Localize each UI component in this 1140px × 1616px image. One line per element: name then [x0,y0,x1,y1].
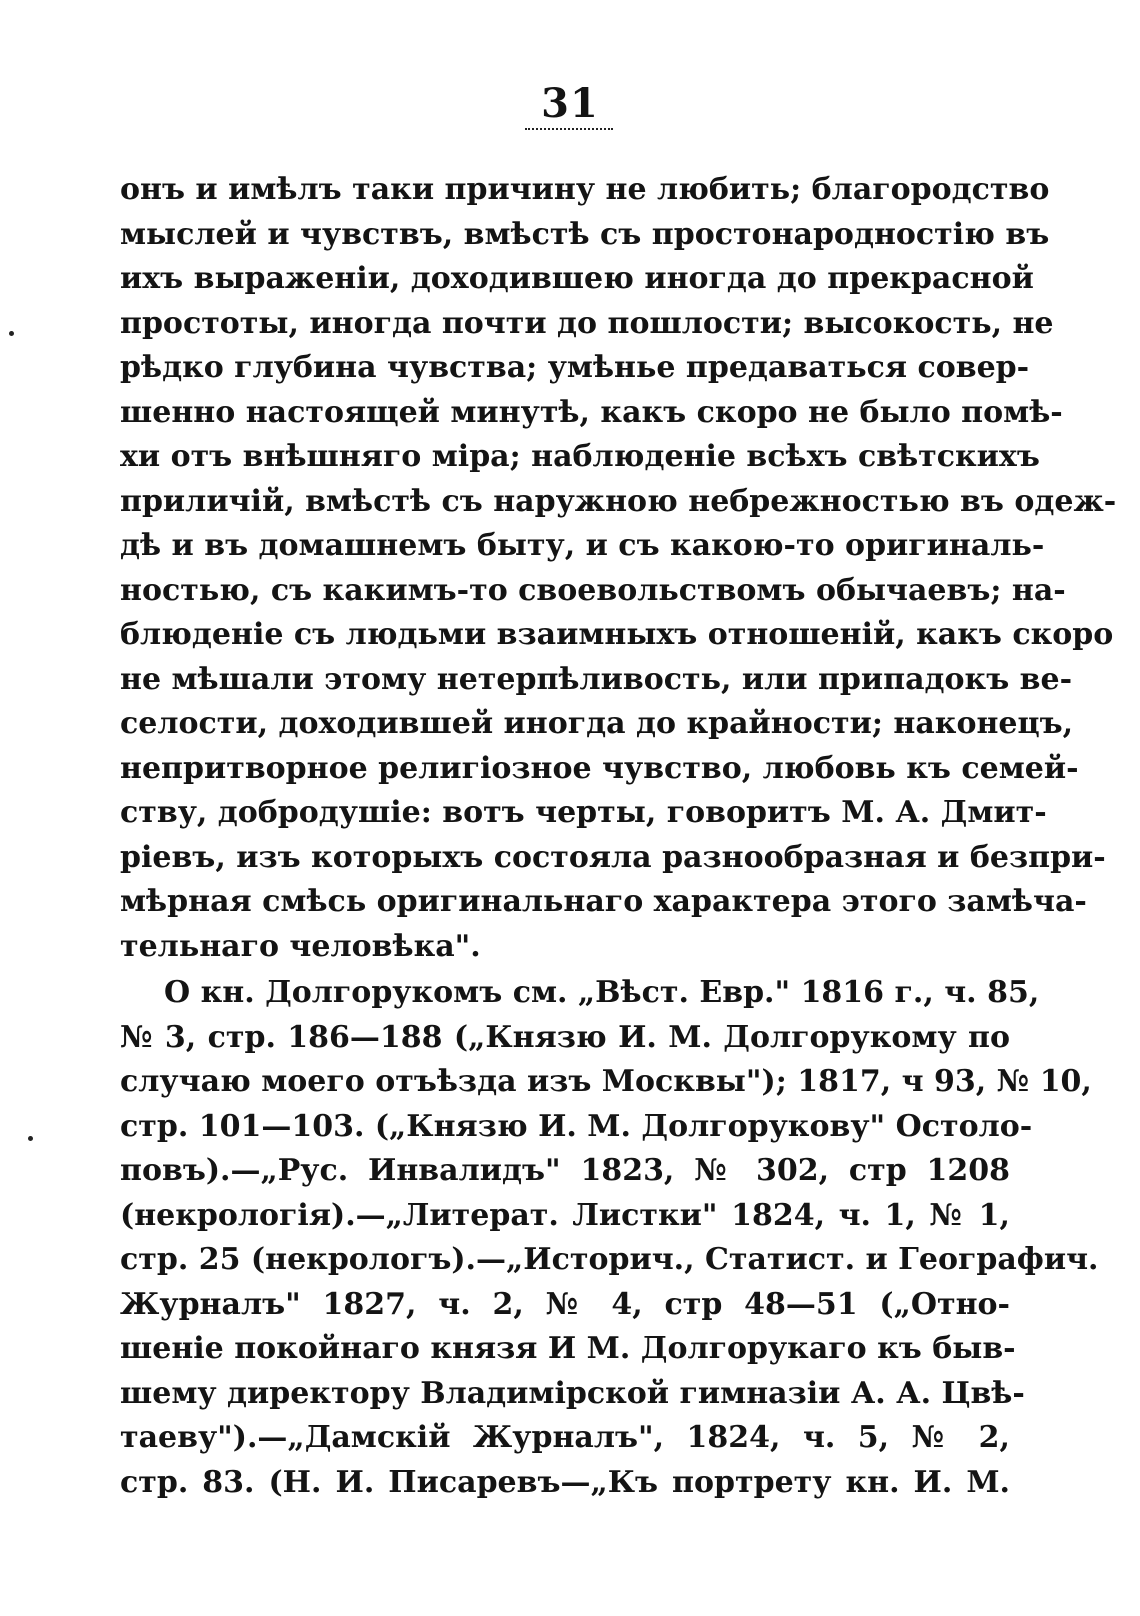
text-line: повъ).—„Рус. Инвалидъ" 1823, № 302, стр 1208 [120,1153,1010,1188]
text-line: ству, добродушіе: вотъ черты, говоритъ М. А. Дмит- [120,795,1047,830]
text-line: стр. 25 (некрологъ).—„Историч., Статист. и Географич. [120,1242,1099,1277]
text-line: (некрологія).—„Литерат. Листки" 1824, ч. 1, № 1, [120,1197,1010,1233]
text-line: шеніе покойнаго князя И М. Долгорукаго къ быв- [120,1331,1016,1366]
text-line: приличій, вмѣстѣ съ наружною небрежностью въ одеж- [120,483,1117,519]
text-line: шему директору Владимірской гимназіи А. А. Цвѣ- [120,1375,1025,1411]
body-text [120,168,1117,1505]
paragraph-2 [120,971,1099,1505]
text-line: рѣдко глубина чувства; умѣнье предаваться совер- [120,350,1030,385]
text-line: дѣ и въ домашнемъ быту, и съ какою-то оригиналь- [120,528,1045,563]
text-line: мыслей и чувствъ, вмѣстѣ съ простонародностію въ [120,216,1050,252]
text-line: шенно настоящей минутѣ, какъ скоро не было помѣ- [120,394,1063,430]
text-line: блюденіе съ людьми взаимныхъ отношеній, какъ скоро [120,617,1114,652]
text-line: ихъ выраженіи, доходившею иногда до прекрасной [120,261,1034,296]
text-line: простоты, иногда почти до пошлости; высокость, не [120,305,1054,341]
paragraph-1 [120,168,1117,969]
text-line: онъ и имѣлъ таки причину не любить; благородство [120,172,1050,207]
text-line: О кн. Долгорукомъ см. „Вѣст. Евр." 1816 г., ч. 85, [164,975,1040,1010]
text-line: мѣрная смѣсь оригинальнаго характера этого замѣча- [120,884,1087,919]
text-line: селости, доходившей иногда до крайности; наконецъ, [120,706,1074,741]
text-line: стр. 83. (Н. И. Писаревъ—„Къ портрету кн. И. М. [120,1464,1010,1500]
text-line: № 3, стр. 186—188 („Князю И. М. Долгорукому по [120,1019,1010,1055]
margin-speck [9,331,14,336]
text-line: стр. 101—103. („Князю И. М. Долгорукову" Остоло- [120,1108,1033,1144]
text-line: Журналъ" 1827, ч. 2, № 4, стр 48—51 („Отно- [120,1286,1010,1322]
text-line: ріевъ, изъ которыхъ состояла разнообразная и безпри- [120,839,1106,875]
text-line: случаю моего отъѣзда изъ Москвы"); 1817, ч 93, № 10, [120,1064,1092,1099]
text-line: ностью, съ какимъ-то своевольствомъ обычаевъ; на- [120,572,1066,608]
text-line: таеву").—„Дамскій Журналъ", 1824, ч. 5, № 2, [120,1420,1010,1455]
text-line: непритворное религіозное чувство, любовь къ семей- [120,750,1079,786]
page-number: 31 [541,80,599,127]
text-line: не мѣшали этому нетерпѣливость, или припадокъ ве- [120,661,1073,697]
text-line: хи отъ внѣшняго міра; наблюденіе всѣхъ свѣтскихъ [120,439,1040,474]
margin-speck [28,1136,33,1141]
text-line: тельнаго человѣка". [120,928,481,964]
page-number-rule [525,128,613,130]
